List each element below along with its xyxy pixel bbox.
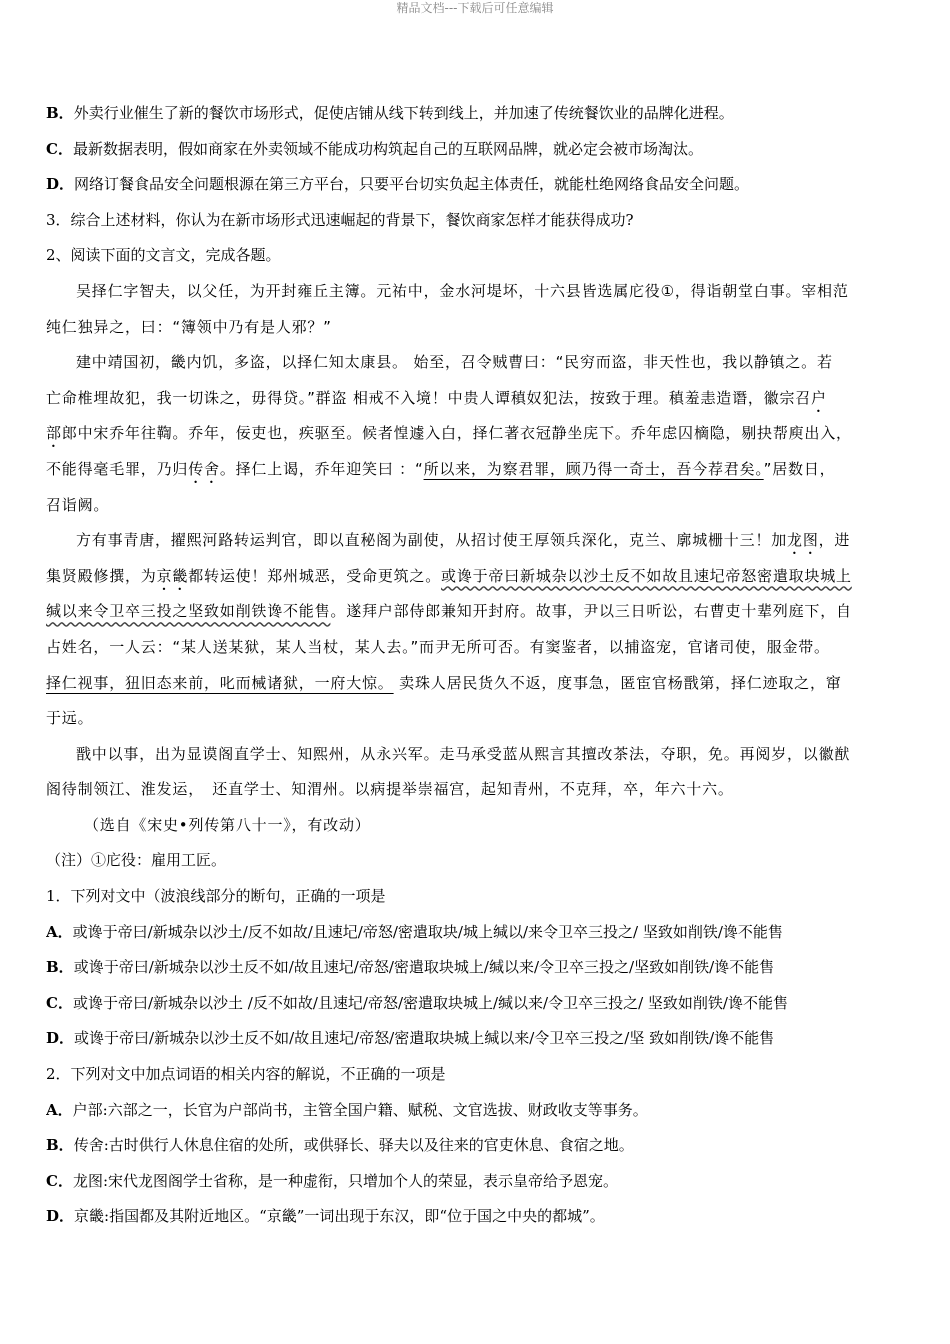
wavy-underlined-text: 缄以来令卫卒三投之坚致如削铁谗不能售 xyxy=(46,602,331,621)
passage-line xyxy=(46,523,908,559)
passage-line xyxy=(46,559,908,595)
passage-line xyxy=(46,416,908,452)
sub-question-1-option-b xyxy=(46,950,908,986)
option-text: 最新数据表明，假如商家在外卖领域不能成功构筑起自己的互联网品牌，就必定会被市场淘汰。 xyxy=(72,139,703,158)
option-label: B． xyxy=(46,1136,74,1155)
option-c-line xyxy=(46,132,908,168)
wavy-underlined-text: 或谗于帝曰新城杂以沙土反不如故且速圮帝怒密遣取块城上 xyxy=(441,566,852,585)
option-text: 京畿:指国都及其附近地区。“京畿”一词出现于东汉，即“位于国之中央的都城”。 xyxy=(74,1207,605,1226)
option-text: 外卖行业催生了新的餐饮市场形式，促使店铺从线下转到线上，并加速了传统餐饮业的品牌化进程。 xyxy=(73,104,734,122)
dotted-term: 京畿 xyxy=(156,566,189,585)
passage-text: 集贤殿修撰，为 xyxy=(46,566,157,585)
passage-line: 于远。 xyxy=(46,709,94,728)
passage-text: 郎中宋乔年往鞫。乔年，佞吏也，疾驱至。候者惶遽入白，择仁著衣冠静坐庑下。乔年虑囚樀隐，剔抉帮庾出入， xyxy=(61,424,852,443)
option-text: 或谗于帝曰/新城杂以沙土/反不如故/且速圮/帝怒/密遣取块/城上缄以/来令卫卒三投之/ 坚致如削铁/谗不能售 xyxy=(72,922,783,941)
option-label: B． xyxy=(46,104,74,122)
dotted-term: 户 xyxy=(811,388,827,407)
passage-source: （选自《宋史•列传第八十一》，有改动） xyxy=(84,815,371,834)
underlined-sentence: 所以来，为察君罪，顾乃得一奇士，吾今荐君矣。 xyxy=(423,459,764,478)
passage-text: ，进 xyxy=(818,531,851,550)
option-label: A． xyxy=(46,922,73,941)
footnote: （注）①庀役：雇用工匠。 xyxy=(46,851,227,870)
sub-question-2-option-b xyxy=(46,1128,908,1164)
section-2-title: 2、阅读下面的文言文，完成各题。 xyxy=(46,246,281,265)
option-label: D． xyxy=(46,1029,75,1048)
sub-question-2-option-d xyxy=(46,1199,908,1235)
option-label: D． xyxy=(46,1207,75,1226)
option-text: 户部:六部之一，长官为户部尚书，主管全国户籍、赋税、文官选拔、财政收支等事务。 xyxy=(72,1100,648,1119)
dotted-term: 传舍 xyxy=(188,459,220,478)
option-label: C． xyxy=(46,1171,73,1190)
option-label: C． xyxy=(46,139,73,158)
sub-question-1-stem: 1．下列对文中（波浪线部分的断句，正确的一项是 xyxy=(46,887,386,906)
passage-text: 不能得毫毛罪，乃归 xyxy=(46,459,189,478)
sub-question-2-stem: 2．下列对文中加点词语的相关内容的解说，不正确的一项是 xyxy=(46,1065,446,1084)
option-text: 或谗于帝曰/新城杂以沙土 /反不如故/且速圮/帝怒/密遣取块城上/缄以来/令卫卒三投之/ 坚致如削铁/谗不能售 xyxy=(72,993,788,1012)
sub-question-1-option-d xyxy=(46,1021,908,1057)
option-text: 龙图:宋代龙图阁学士省称，是一种虚衔，只增加个人的荣显，表示皇帝给予恩宠。 xyxy=(72,1171,619,1190)
passage-line xyxy=(46,666,908,702)
passage-line xyxy=(46,594,908,630)
passage-text: 卖珠人居民货久不返，度事急，匿宦官杨戬第，择仁迹取之，窜 xyxy=(393,673,842,692)
option-d-line xyxy=(46,167,908,203)
option-label: D． xyxy=(46,175,75,194)
passage-line: 戬中以事，出为显谟阁直学士、知熙州，从永兴军。走马承受蓝从熙言其擅改茶法，夺职，免。再阅岁，以徽猷 xyxy=(76,744,851,763)
sub-question-1-option-a xyxy=(46,915,908,951)
option-b-line xyxy=(46,96,908,132)
sub-question-2-option-c xyxy=(46,1164,908,1200)
option-text: 网络订餐食品安全问题根源在第三方平台，只要平台切实负起主体责任，就能杜绝网络食品安全问题。 xyxy=(74,175,750,194)
sub-question-2-option-a xyxy=(46,1093,908,1129)
passage-line: 召诣阙。 xyxy=(46,495,110,514)
passage-text: 亡命椎埋故犯，我一切诛之，毋得贷。”群盗 相戒不入境！中贵人谭稹奴犯法，按致于理。稹羞恚造谮，徽宗召 xyxy=(46,388,812,407)
passage-line xyxy=(46,452,908,488)
document-body xyxy=(46,96,908,1235)
option-label: C． xyxy=(46,993,73,1012)
dotted-term: 部 xyxy=(46,424,62,443)
question-3: 3．综合上述材料，你认为在新市场形式迅速崛起的背景下，餐饮商家怎样才能获得成功? xyxy=(46,210,634,229)
passage-text: 方有事青唐，擢熙河路转运判官，即以直秘阁为副使，从招讨使王厚领兵深化，克兰、廓城栅十三！加 xyxy=(76,531,788,550)
underlined-sentence: 择仁视事，狃旧态来前，叱而械诸狱，一府大惊。 xyxy=(46,673,394,692)
passage-line: 吴择仁字智夫，以父任，为开封雍丘主簿。元祐中，金水河堤坏，十六县皆选属庀役①，得诣朝堂白事。宰相范 xyxy=(76,281,849,300)
page-header-watermark: 精品文档---下载后可任意编辑 xyxy=(396,1,554,15)
passage-line: 阁待制领江、淮发运， 还直学士、知渭州。以病提举崇福宫，起知青州，不克拜，卒，年六十六。 xyxy=(46,780,734,799)
option-text: 或谗于帝曰/新城杂以沙土反不如/故且速圮/帝怒/密遣取块城上缄以来/令卫卒三投之/坚 致如削铁/谗不能售 xyxy=(74,1029,775,1048)
passage-line: 建中靖国初，畿内饥，多盗，以择仁知太康县。 始至，召令贼曹曰：“民穷而盗，非天性也，我以静镇之。若 xyxy=(76,353,833,372)
option-text: 或谗于帝曰/新城杂以沙土反不如/故且速圮/帝怒/密遣取块城上/缄以来/令卫卒三投之/坚致如削铁/谗不能售 xyxy=(73,958,775,977)
passage-text: ”居数日， xyxy=(763,459,836,478)
passage-text: 。择仁上谒，乔年迎笑曰 ：“ xyxy=(219,459,424,478)
option-label: A． xyxy=(46,1100,73,1119)
passage-text: 都转运使！郑州城恶，受命更筑之。 xyxy=(188,566,442,585)
dotted-term: 龙图 xyxy=(787,531,819,550)
passage-text: 。遂拜户部侍郎兼知开封府。故事，尹以三日听讼，右曹吏十辈列庭下，自 xyxy=(330,602,852,621)
sub-question-1-option-c xyxy=(46,986,908,1022)
passage-line xyxy=(46,381,908,417)
passage-line: 纯仁独异之，曰：“簿领中乃有是人邪？” xyxy=(46,317,332,336)
passage-line: 占姓名，一人云：“某人送某狱，某人当杖，某人去。”而尹无所可否。有窦鉴者，以捕盗宠，官诸司使，服金带。 xyxy=(46,637,830,656)
option-text: 传舍:古时供行人休息住宿的处所，或供驿长、驿夫以及往来的官吏休息、食宿之地。 xyxy=(73,1136,634,1155)
option-label: B． xyxy=(46,958,74,977)
